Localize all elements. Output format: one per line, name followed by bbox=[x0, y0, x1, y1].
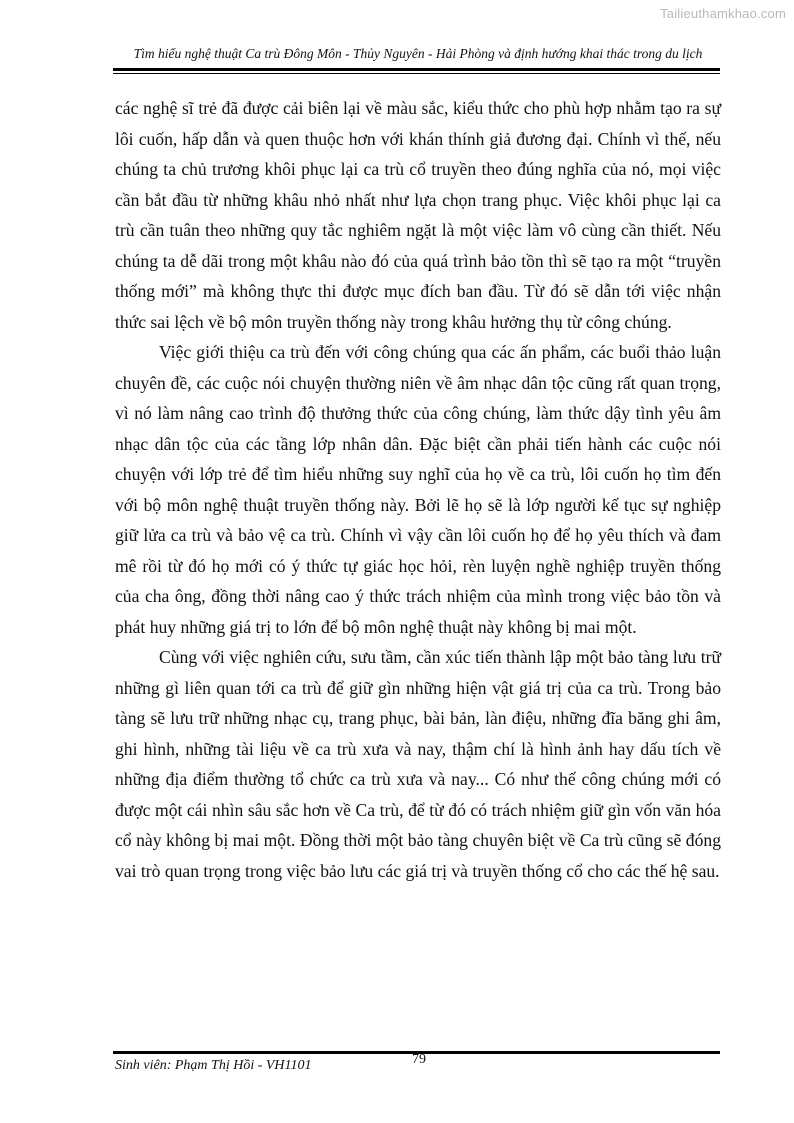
page-number: 79 bbox=[412, 1052, 426, 1067]
watermark: Tailieuthamkhao.com bbox=[660, 6, 786, 21]
header-rule-thin bbox=[113, 73, 720, 74]
running-header: Tìm hiểu nghệ thuật Ca trù Đông Môn - Thủy Nguyên - Hải Phòng và định hướng khai thác trong du lịch bbox=[133, 46, 703, 61]
body-text bbox=[115, 93, 721, 886]
paragraph-continuation: các nghệ sĩ trẻ đã được cải biên lại về màu sắc, kiểu thức cho phù hợp nhằm tạo ra sự lôi cuốn, hấp dẫn và quen thuộc hơn với khán thính giả đương đại. Chính vì thế, nếu chúng ta chủ trương khôi phục lại ca trù cổ truyền theo đúng nghĩa của nó, mọi việc cần bắt đầu từ những khâu nhỏ nhất như lựa chọn trang phục. Việc khôi phục lại ca trù cần tuân theo những quy tắc nghiêm ngặt là một việc làm vô cùng cần thiết. Nếu chúng ta dễ dãi trong một khâu nào đó của quá trình bảo tồn thì sẽ tạo ra một “truyền thống mới” mà không thực thi được mục đích ban đầu. Từ đó sẽ dẫn tới việc nhận thức sai lệch về bộ môn truyền thống này trong khâu hưởng thụ từ công chúng. bbox=[115, 98, 721, 332]
footer-student-name: Sinh viên: Phạm Thị Hồi - VH1101 bbox=[115, 1058, 312, 1073]
paragraph-museum-proposal: Cùng với việc nghiên cứu, sưu tầm, cần xúc tiến thành lập một bảo tàng lưu trữ những gì liên quan tới ca trù để giữ gìn những hiện vật giá trị của ca trù. Trong bảo tàng sẽ lưu trữ những nhạc cụ, trang phục, bài bản, làn điệu, những đĩa băng ghi âm, ghi hình, những tài liệu về ca trù xưa và nay, thậm chí là hình ảnh hay dấu tích về những địa điểm thường tổ chức ca trù xưa và nay... Có như thế công chúng mới có được một cái nhìn sâu sắc hơn về Ca trù, để từ đó có trách nhiệm giữ gìn vốn văn hóa cổ này không bị mai một. Đồng thời một bảo tàng chuyên biệt về Ca trù cũng sẽ đóng vai trò quan trọng trong việc bảo lưu các giá trị và truyền thống cổ cho các thế hệ sau. bbox=[115, 647, 721, 881]
header-rule-thick bbox=[113, 68, 720, 71]
paragraph-public-introduction: Việc giới thiệu ca trù đến với công chúng qua các ấn phẩm, các buổi thảo luận chuyên đề, các cuộc nói chuyện thường niên về âm nhạc dân tộc cũng rất quan trọng, vì nó làm nâng cao trình độ thưởng thức của công chúng, làm thức dậy tình yêu âm nhạc dân tộc của các tầng lớp nhân dân. Đặc biệt cần phải tiến hành các cuộc nói chuyện với lớp trẻ để tìm hiểu những suy nghĩ của họ về ca trù, lôi cuốn họ tìm đến với bộ môn nghệ thuật truyền thống này. Bởi lẽ họ sẽ là lớp người kế tục sự nghiệp giữ lửa ca trù và bảo vệ ca trù. Chính vì vậy cần lôi cuốn họ để họ yêu thích và đam mê rồi từ đó họ mới có ý thức tự giác học hỏi, rèn luyện nghề nghiệp truyền thống của cha ông, đồng thời nâng cao ý thức trách nhiệm của mình trong việc bảo tồn và phát huy những giá trị to lớn để bộ môn nghệ thuật này không bị mai một. bbox=[115, 342, 721, 637]
